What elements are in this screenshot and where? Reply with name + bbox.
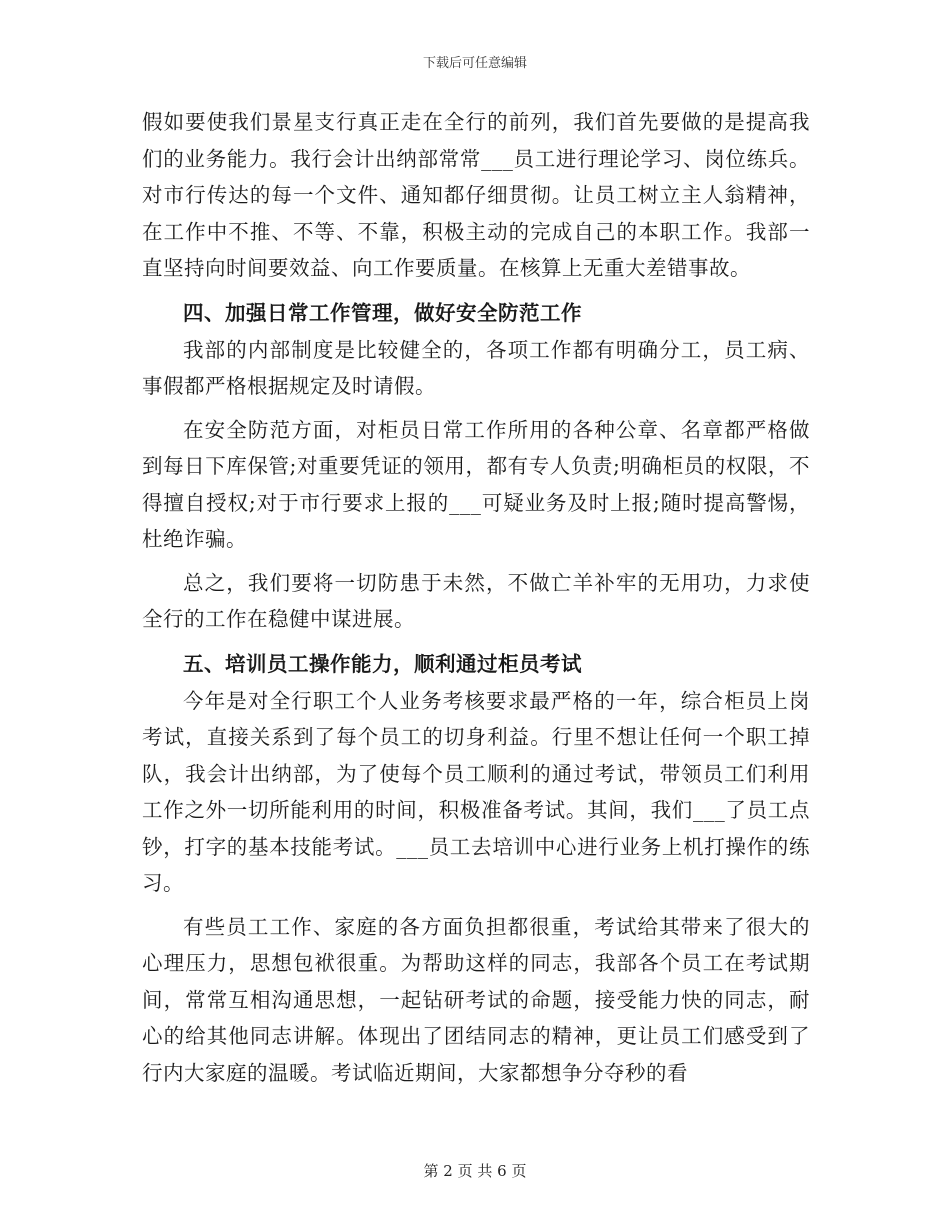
paragraph-internal-rules: 我部的内部制度是比较健全的，各项工作都有明确分工，员工病、事假都严格根据规定及时请假。 xyxy=(142,337,810,398)
spacer xyxy=(142,405,810,412)
paragraph-safety: 在安全防范方面，对柜员日常工作所用的各种公章、名章都严格做到每日下库保管;对重要凭证的领用，都有专人负责;明确柜员的权限，不得擅自授权;对于市行要求上报的___可疑业务及时上报;随时提高警惕，杜绝诈骗。 xyxy=(142,417,810,551)
paragraph-staff-support: 有些员工工作、家庭的各方面负担都很重，考试给其带来了很大的心理压力，思想包袱很重。为帮助这样的同志，我部各个员工在考试期间，常常互相沟通思想，一起钻研考试的命题，接受能力快的同志，耐心的给其他同志讲解。体现出了团结同志的精神，更让员工们感受到了行内大家庭的温暖。考试临近期间，大家都想争分夺秒的看 xyxy=(142,914,810,1085)
paragraph-business-ability: 假如要使我们景星支行真正走在全行的前列，我们首先要做的是提高我们的业务能力。我行会计出纳部常常___员工进行理论学习、岗位练兵。对市行传达的每一个文件、通知都仔细贯彻。让员工树立主人翁精神，在工作中不推、不等、不靠，积极主动的完成自己的本职工作。我部一直坚持向时间要效益、向工作要质量。在核算上无重大差错事故。 xyxy=(142,110,810,280)
section-heading-5: 五、培训员工操作能力，顺利通过柜员考试 xyxy=(183,651,582,676)
page-header: 下载后可任意编辑 xyxy=(422,56,527,71)
spacer xyxy=(142,558,810,565)
spacer xyxy=(142,638,810,645)
section-heading-4: 四、加强日常工作管理，做好安全防范工作 xyxy=(183,300,582,325)
spacer xyxy=(142,902,810,909)
document-body xyxy=(142,104,810,1091)
page-number: 第 2 页 共 6 页 xyxy=(423,1162,527,1180)
paragraph-exam-training: 今年是对全行职工个人业务考核要求最严格的一年，综合柜员上岗考试，直接关系到了每个员工的切身利益。行里不想让任何一个职工掉队，我会计出纳部，为了使每个员工顺利的通过考试，带领员工们利用工作之外一切所能利用的时间，积极准备考试。其间，我们___了员工点钞，打字的基本技能考试。___员工去培训中心进行业务上机打操作的练习。 xyxy=(142,688,810,895)
paragraph-summary: 总之，我们要将一切防患于未然，不做亡羊补牢的无用功，力求使全行的工作在稳健中谋进展。 xyxy=(142,570,810,631)
spacer xyxy=(142,287,810,294)
